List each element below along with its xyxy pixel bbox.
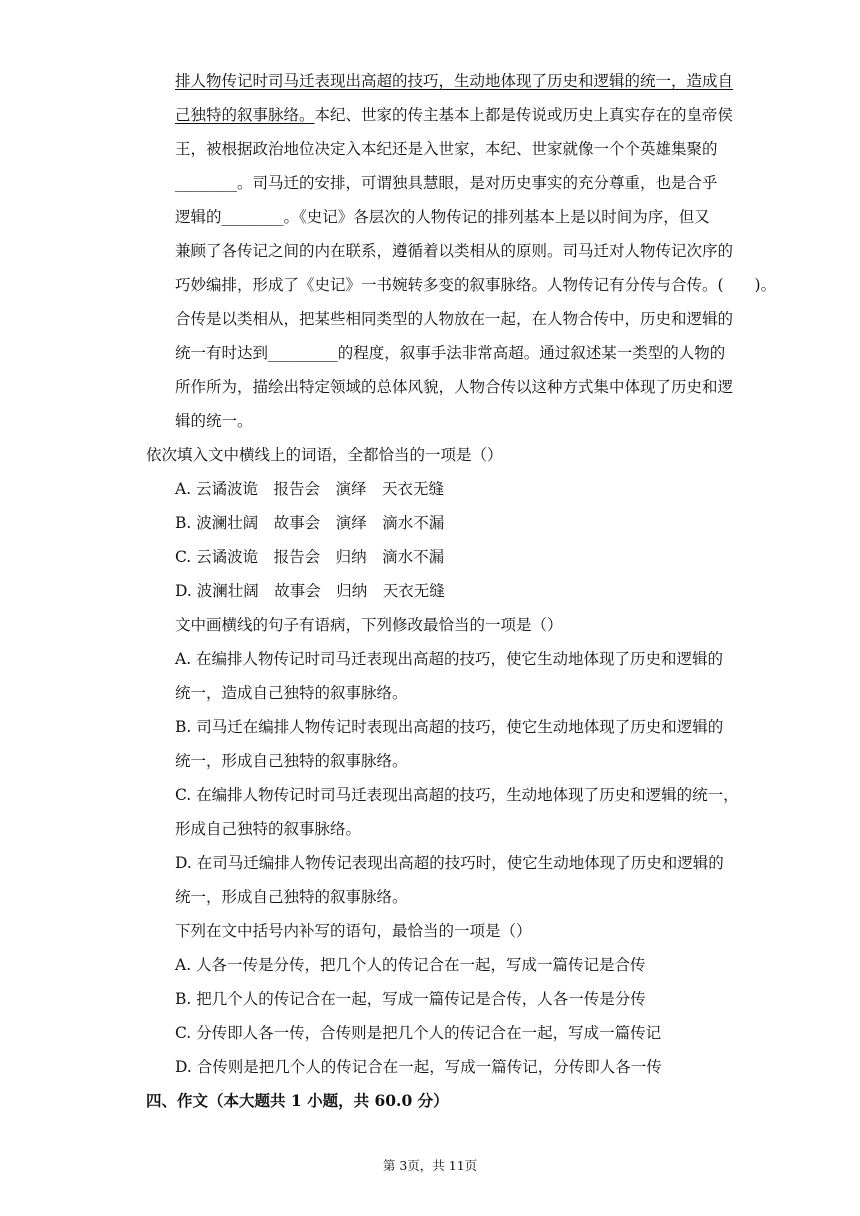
passage-line-10: 所作所为，描绘出特定领域的总体风貌，人物合传以这种方式集中体现了历史和逻 xyxy=(175,378,734,396)
passage-line-5: 逻辑的________。《史记》各层次的人物传记的排列基本上是以时间为序，但又 xyxy=(175,208,710,226)
question-1-stem: 依次填入文中横线上的词语，全都恰当的一项是（） xyxy=(146,446,503,464)
question-2-option-c-line-2: 形成自己独特的叙事脉络。 xyxy=(175,820,362,838)
passage-line-7: 巧妙编排，形成了《史记》一书婉转多变的叙事脉络。人物传记有分传与合传。( )。 xyxy=(175,276,777,294)
question-2-option-c-line-1: C. 在编排人物传记时司马迁表现出高超的技巧，生动地体现了历史和逻辑的统一， xyxy=(175,786,739,804)
question-2-option-b-line-1: B. 司马迁在编排人物传记时表现出高超的技巧，使它生动地体现了历史和逻辑的 xyxy=(175,718,724,736)
question-3-option-a: A. 人各一传是分传，把几个人的传记合在一起，写成一篇传记是合传 xyxy=(175,956,646,974)
question-2-option-d-line-2: 统一，形成自己独特的叙事脉络。 xyxy=(175,888,408,906)
passage-line-11: 辑的统一。 xyxy=(175,412,253,430)
passage-line-3: 王，被根据政治地位决定入本纪还是入世家，本纪、世家就像一个个英雄集聚的 xyxy=(175,140,718,158)
question-2-option-d-line-1: D. 在司马迁编排人物传记表现出高超的技巧时，使它生动地体现了历史和逻辑的 xyxy=(175,854,724,872)
page-number: 第 3页，共 11页 xyxy=(382,1158,478,1173)
question-2-option-a-line-2: 统一，造成自己独特的叙事脉络。 xyxy=(175,684,408,702)
question-3-option-d: D. 合传则是把几个人的传记合在一起，写成一篇传记，分传即人各一传 xyxy=(175,1058,662,1076)
question-1-option-b: B. 波澜壮阔 故事会 演绎 滴水不漏 xyxy=(175,514,445,532)
passage-line-2-underlined: 己独特的叙事脉络。 xyxy=(175,106,315,124)
question-2-option-b-line-2: 统一，形成自己独特的叙事脉络。 xyxy=(175,752,408,770)
question-1-option-a: A. 云谲波诡 报告会 演绎 天衣无缝 xyxy=(175,480,445,498)
question-2-option-a-line-1: A. 在编排人物传记时司马迁表现出高超的技巧，使它生动地体现了历史和逻辑的 xyxy=(175,650,724,668)
question-2-stem: 文中画横线的句子有语病，下列修改最恰当的一项是（） xyxy=(175,616,563,634)
section-4-heading: 四、作文（本大题共 1 小题，共 60.0 分） xyxy=(146,1091,449,1110)
question-3-stem: 下列在文中括号内补写的语句，最恰当的一项是（） xyxy=(175,922,532,940)
passage-line-6: 兼顾了各传记之间的内在联系，遵循着以类相从的原则。司马迁对人物传记次序的 xyxy=(175,242,734,260)
question-1-option-d: D. 波澜壮阔 故事会 归纳 天衣无缝 xyxy=(175,582,445,600)
question-3-option-b: B. 把几个人的传记合在一起，写成一篇传记是合传，人各一传是分传 xyxy=(175,990,646,1008)
passage-line-2-rest: 本纪、世家的传主基本上都是传说或历史上真实存在的皇帝侯 xyxy=(314,106,734,124)
passage-line-8: 合传是以类相从，把某些相同类型的人物放在一起，在人物合传中，历史和逻辑的 xyxy=(175,310,734,328)
passage-line-2 xyxy=(175,105,733,125)
passage-line-4: ________。司马迁的安排，可谓独具慧眼，是对历史事实的充分尊重，也是合乎 xyxy=(175,174,718,192)
passage-line-1: 排人物传记时司马迁表现出高超的技巧，生动地体现了历史和逻辑的统一，造成自 xyxy=(175,72,734,90)
question-1-option-c: C. 云谲波诡 报告会 归纳 滴水不漏 xyxy=(175,548,445,566)
question-3-option-c: C. 分传即人各一传，合传则是把几个人的传记合在一起，写成一篇传记 xyxy=(175,1024,662,1042)
passage-line-9: 统一有时达到_________的程度，叙事手法非常高超。通过叙述某一类型的人物的 xyxy=(175,344,726,362)
